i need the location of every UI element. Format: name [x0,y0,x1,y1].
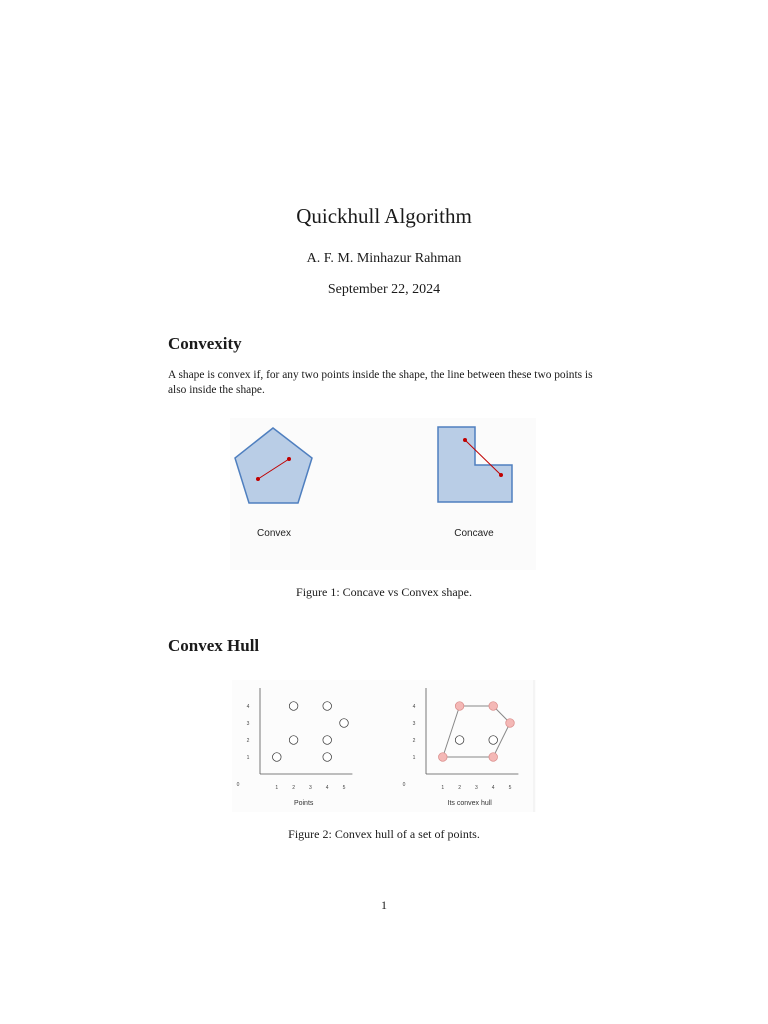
data-point [323,736,332,745]
hull-point [455,702,464,711]
x-tick-label: 1 [441,785,445,791]
y-tick-label: 3 [412,721,416,727]
data-point [289,702,298,711]
x-tick-label: 2 [292,785,295,791]
origin-label: 0 [402,782,406,788]
x-axis-label: Points [293,800,314,807]
y-tick-label: 2 [412,738,416,744]
concave-line-endpoint [499,473,503,477]
y-tick-label: 1 [246,755,250,761]
convexity-paragraph: A shape is convex if, for any two points inside the shape, the line between these two points is also inside the shape. [168,369,593,396]
x-tick-label: 4 [491,785,495,791]
section-heading-convexity: Convexity [168,334,242,353]
figure-2-caption: Figure 2: Convex hull of a set of points. [288,827,480,841]
paper-author: A. F. M. Minhazur Rahman [306,251,462,266]
data-point [273,753,282,762]
hull-point [439,753,448,762]
data-point [323,753,332,762]
convex-line-endpoint [287,457,291,461]
x-tick-label: 2 [458,785,461,791]
paper-date: September 22, 2024 [327,282,441,297]
figure-1-concave-label: Concave [454,528,494,539]
data-point [340,719,349,728]
y-tick-label: 4 [412,704,416,710]
hull-point [489,702,498,711]
x-tick-label: 3 [475,785,478,791]
x-tick-label: 5 [342,785,346,791]
hull-point [506,719,515,728]
figure-1-convex-concave [230,418,536,570]
figure-2-convex-hull-plots [232,680,536,812]
page-number: 1 [381,898,387,912]
x-tick-label: 4 [325,785,329,791]
data-point [455,736,464,745]
data-point [489,736,498,745]
x-tick-label: 1 [275,785,279,791]
origin-label: 0 [236,782,240,788]
y-tick-label: 1 [412,755,416,761]
figure-1-convex-label: Convex [257,528,291,539]
y-tick-label: 4 [246,704,250,710]
x-axis-label: Its convex hull [447,800,492,807]
paper-title: Quickhull Algorithm [296,204,472,228]
concave-line-endpoint [463,438,467,442]
x-tick-label: 3 [309,785,312,791]
x-tick-label: 5 [508,785,512,791]
hull-point [489,753,498,762]
data-point [323,702,332,711]
convex-line-endpoint [256,477,260,481]
y-tick-label: 2 [246,738,250,744]
data-point [289,736,298,745]
section-heading-convex-hull: Convex Hull [168,636,260,655]
y-tick-label: 3 [246,721,250,727]
figure-1-caption: Figure 1: Concave vs Convex shape. [296,585,472,599]
